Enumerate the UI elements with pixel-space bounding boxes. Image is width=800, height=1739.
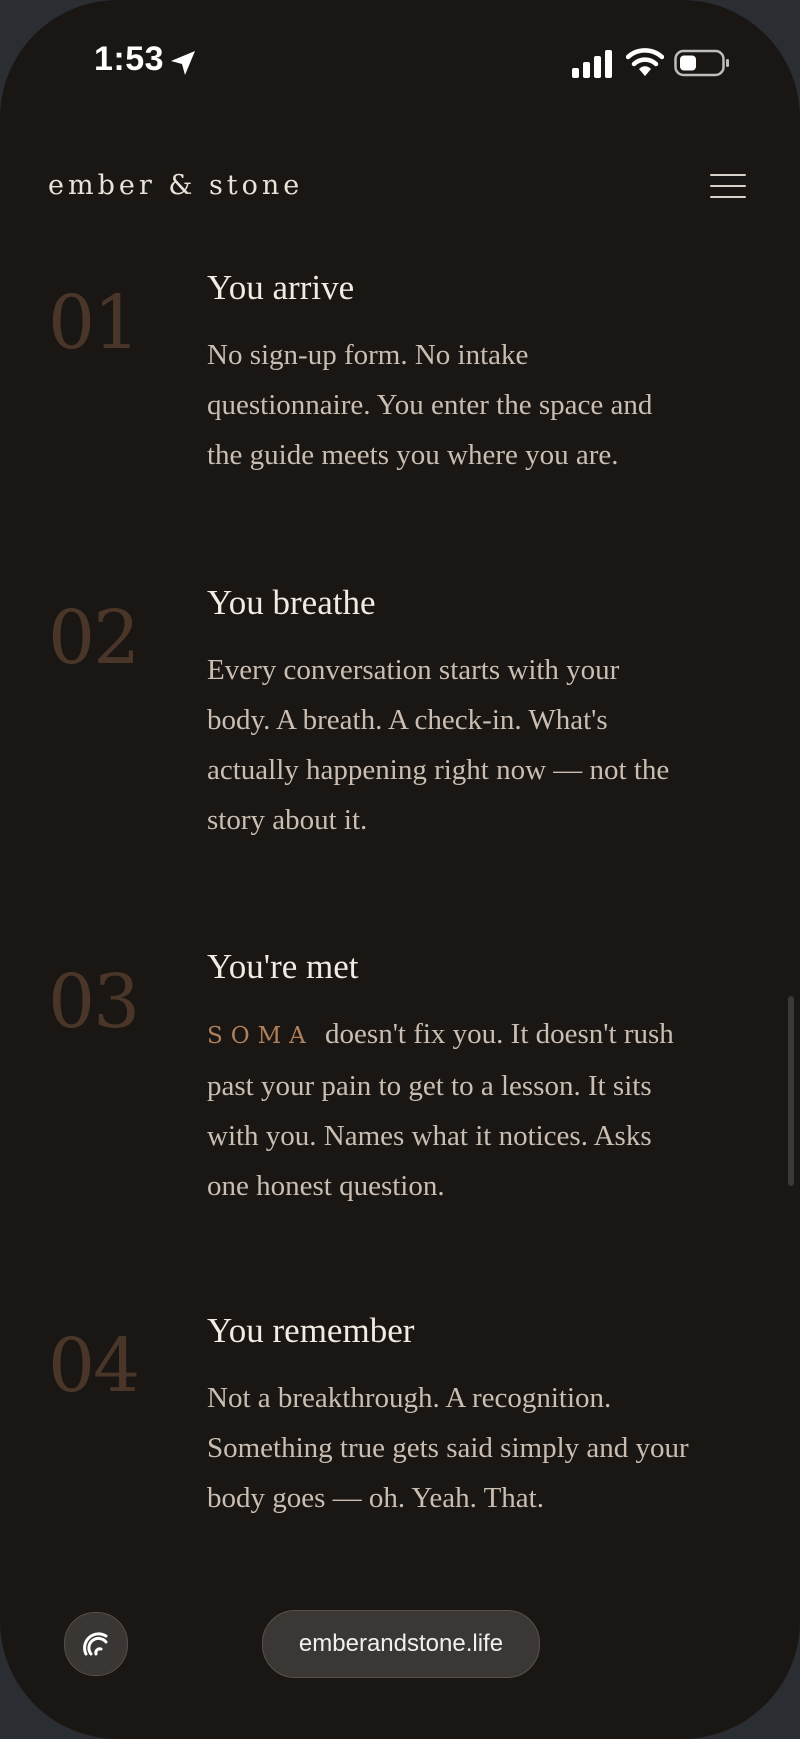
url-text: emberandstone.life xyxy=(298,1630,504,1657)
step-description xyxy=(207,645,767,845)
step-line xyxy=(207,1009,767,1061)
location-arrow-icon xyxy=(168,48,198,78)
step-number: 01 xyxy=(48,280,139,366)
step-line-text: doesn't fix you. It doesn't rush xyxy=(325,1018,674,1050)
step-title: You remember xyxy=(207,1311,415,1350)
step-number: 02 xyxy=(48,595,139,681)
step-line: Not a breakthrough. A recognition. xyxy=(207,1382,612,1414)
step-number: 03 xyxy=(48,959,139,1045)
step-line: actually happening right now — not the xyxy=(207,754,670,786)
status-bar xyxy=(0,0,800,130)
address-bar[interactable] xyxy=(262,1610,540,1678)
step-number: 04 xyxy=(48,1323,139,1409)
cellular-signal-icon xyxy=(572,50,614,78)
step-line: body. A breath. A check-in. What's xyxy=(207,704,608,736)
step-line: story about it. xyxy=(207,804,368,836)
status-time: 1:53 xyxy=(94,40,165,78)
page-scrollbar[interactable] xyxy=(788,996,794,1186)
step-line: with you. Names what it notices. Asks xyxy=(207,1120,652,1152)
step-title: You breathe xyxy=(207,583,376,622)
step-line: one honest question. xyxy=(207,1170,445,1202)
brand-logo-text[interactable]: ember & stone xyxy=(48,170,304,201)
battery-icon xyxy=(674,48,730,78)
step-line: body goes — oh. Yeah. That. xyxy=(207,1482,544,1514)
site-header xyxy=(0,150,800,220)
browser-bottom-bar xyxy=(0,1600,800,1700)
step-line: the guide meets you where you are. xyxy=(207,439,619,471)
step-title: You arrive xyxy=(207,268,355,307)
step-description xyxy=(207,1373,767,1523)
browser-extension-button[interactable] xyxy=(64,1612,128,1676)
step-line: past your pain to get to a lesson. It sits xyxy=(207,1070,652,1102)
step-line: No sign-up form. No intake xyxy=(207,339,529,371)
hamburger-menu-icon[interactable] xyxy=(710,174,746,200)
step-title: You're met xyxy=(207,947,359,986)
step-description xyxy=(207,1009,767,1211)
step-line: questionnaire. You enter the space and xyxy=(207,389,653,421)
step-line: Every conversation starts with your xyxy=(207,654,620,686)
soma-wordmark: SOMA xyxy=(207,1023,314,1049)
step-description xyxy=(207,330,767,480)
step-line: Something true gets said simply and your xyxy=(207,1432,689,1464)
browser-extension-icon xyxy=(79,1627,113,1661)
wifi-icon xyxy=(626,46,664,78)
